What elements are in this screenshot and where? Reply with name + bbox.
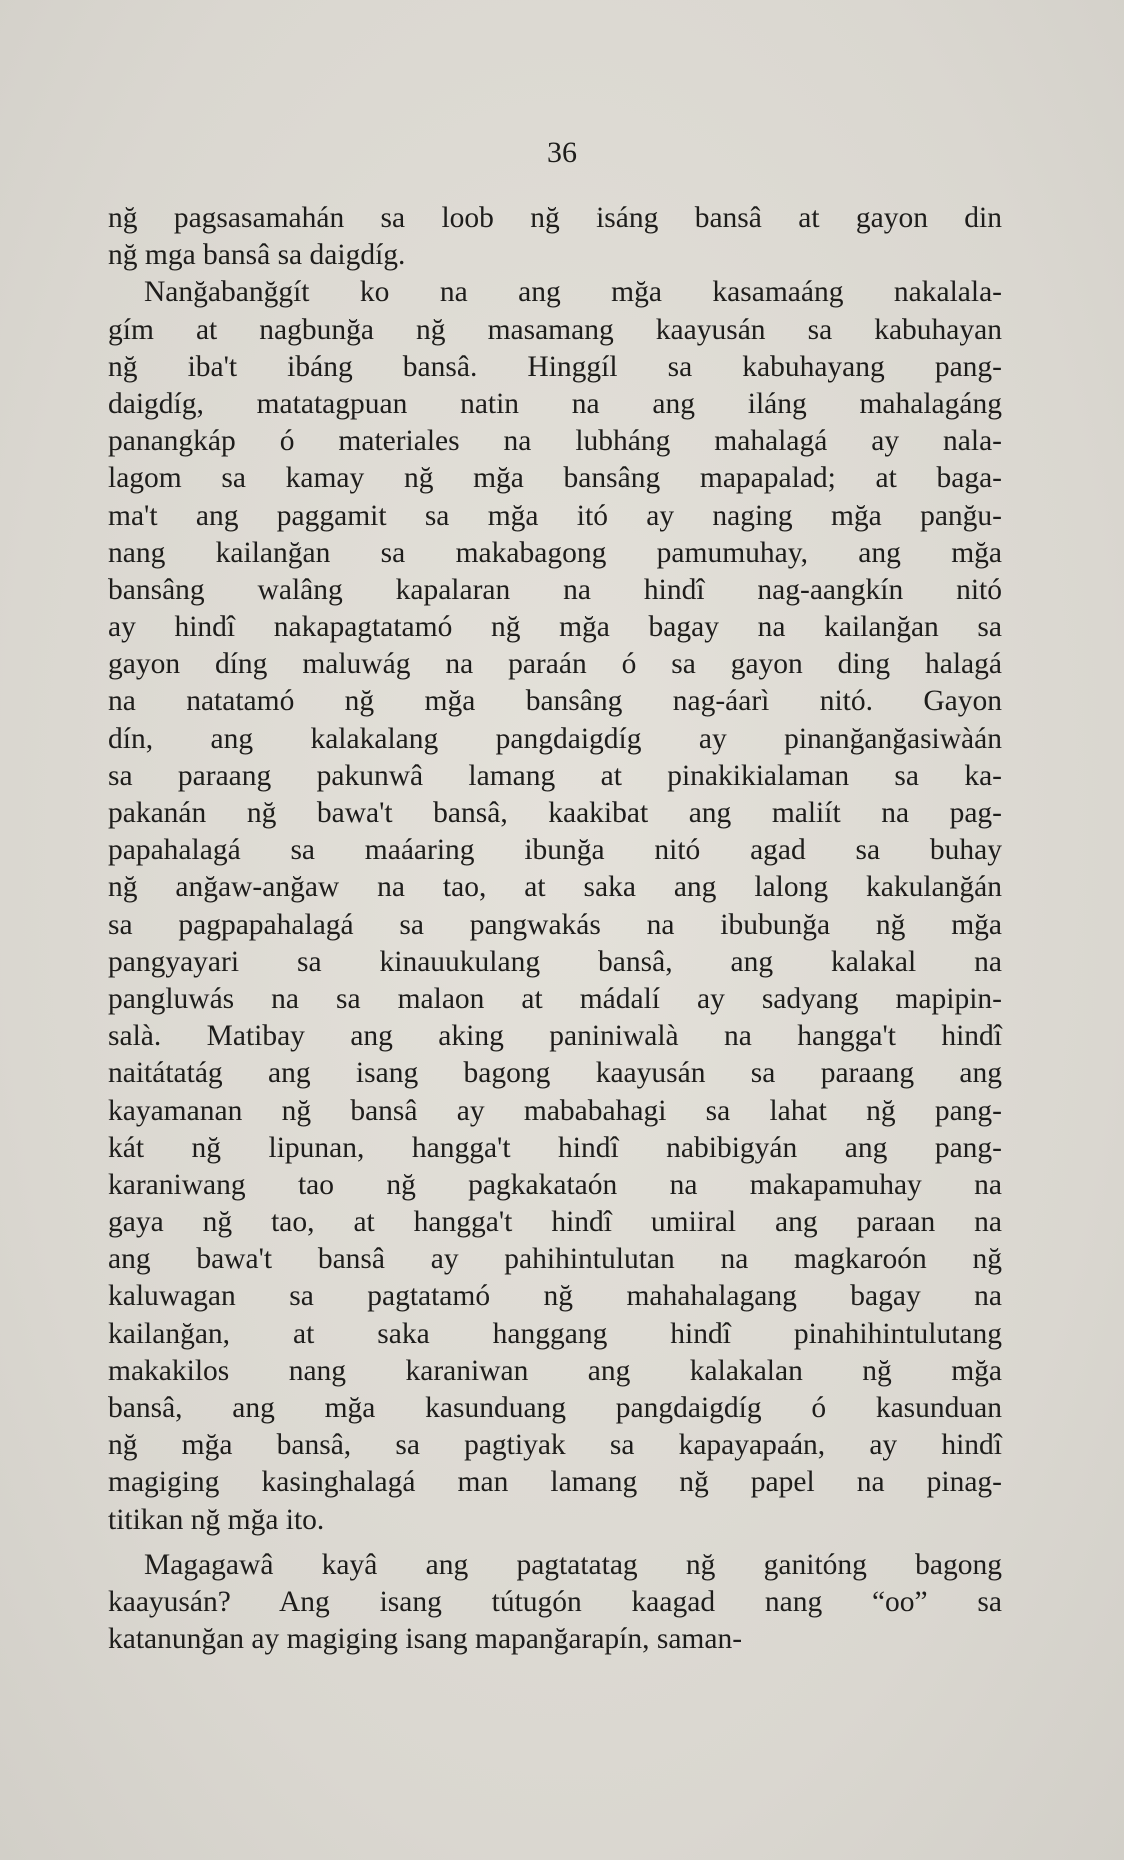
text-line: makakilos nang karaniwan ang kalakalan nğ mğa [108, 1354, 1002, 1387]
text-line: papahalagá sa maáaring ibunğa nitó agad sa buhay [108, 834, 1002, 867]
page-number: 36 [547, 136, 577, 169]
text-line: nğ mğa bansâ, sa pagtiyak sa kapayapaán, ay hindî [108, 1429, 1002, 1462]
paragraph [108, 1547, 1002, 1659]
text-line: kayamanan nğ bansâ ay mababahagi sa lahat nğ pang- [108, 1094, 1002, 1127]
text-line: daigdíg, matatagpuan natin na ang iláng mahalagáng [108, 387, 1002, 420]
text-line: kailanğan, at saka hanggang hindî pinahihintulutang [108, 1317, 1002, 1350]
text-line: gayon díng maluwág na paraán ó sa gayon ding halagá [108, 648, 1002, 681]
text-line: katanunğan ay magiging isang mapanğarapín, saman- [108, 1623, 743, 1656]
text-line: na natatamó nğ mğa bansâng nag-áarì nitó. Gayon [108, 685, 1002, 718]
text-line: nğ iba't ibáng bansâ. Hinggíl sa kabuhayang pang- [108, 350, 1002, 383]
text-line: ma't ang paggamit sa mğa itó ay naging mğa panğu- [108, 499, 1002, 532]
text-line: sa pagpapahalagá sa pangwakás na ibubunğa nğ mğa [108, 908, 1002, 941]
text-line: panangkáp ó materiales na lubháng mahalagá ay nala- [108, 425, 1002, 458]
paragraph [108, 200, 1002, 274]
text-line: bansâng walâng kapalaran na hindî nag-aangkín nitó [108, 573, 1002, 606]
text-line: ay hindî nakapagtatamó nğ mğa bagay na kailanğan sa [108, 611, 1002, 644]
text-line: nğ pagsasamahán sa loob nğ isáng bansâ at gayon din [108, 202, 1002, 234]
text-line: pakanán nğ bawa't bansâ, kaakibat ang maliít na pag- [108, 797, 1002, 829]
text-line: Nanğabanğgít ko na ang mğa kasamaáng nakalala- [144, 276, 1002, 309]
text-line: pangyayari sa kinauukulang bansâ, ang kalakal na [108, 945, 1002, 978]
text-line: pangluwás na sa malaon at mádalí ay sadyang mapipin- [108, 982, 1002, 1015]
text-line: karaniwang tao nğ pagkakataón na makapamuhay na [108, 1168, 1002, 1201]
text-line: gaya nğ tao, at hangga't hindî umiiral ang paraan na [108, 1206, 1002, 1239]
text-line: kaluwagan sa pagtatamó nğ mahahalagang bagay na [108, 1280, 1002, 1313]
body-text [108, 200, 1002, 1658]
text-line: nğ anğaw-anğaw na tao, at saka ang lalong kakulanğán [108, 871, 1002, 904]
text-line: lagom sa kamay nğ mğa bansâng mapapalad; at baga- [108, 462, 1002, 495]
text-line: sa paraang pakunwâ lamang at pinakikialaman sa ka- [108, 759, 1002, 792]
paragraph-gap [108, 1539, 1002, 1547]
text-line: magiging kasinghalagá man lamang nğ papel na pinag- [108, 1466, 1002, 1499]
text-line: titikan nğ mğa ito. [108, 1503, 325, 1536]
text-line: bansâ, ang mğa kasunduang pangdaigdíg ó kasunduan [108, 1392, 1002, 1424]
text-line: gím at nagbunğa nğ masamang kaayusán sa kabuhayan [108, 313, 1002, 346]
text-line: naitátatág ang isang bagong kaayusán sa paraang ang [108, 1057, 1002, 1090]
paragraph [108, 274, 1002, 1538]
text-line: nğ mga bansâ sa daigdíg. [108, 239, 406, 272]
text-line: kaayusán? Ang isang tútugón kaagad nang “oo” sa [108, 1585, 1002, 1618]
text-line: dín, ang kalakalang pangdaigdíg ay pinanğanğasiwàán [108, 722, 1002, 755]
text-line: salà. Matibay ang aking paniniwalà na hangga't hindî [108, 1020, 1002, 1053]
text-line: kát nğ lipunan, hangga't hindî nabibigyán ang pang- [108, 1131, 1002, 1164]
text-line: nang kailanğan sa makabagong pamumuhay, ang mğa [108, 536, 1002, 569]
text-line: Magagawâ kayâ ang pagtatatag nğ ganitóng bagong [144, 1548, 1002, 1581]
text-line: ang bawa't bansâ ay pahihintulutan na magkaroón nğ [108, 1243, 1002, 1276]
